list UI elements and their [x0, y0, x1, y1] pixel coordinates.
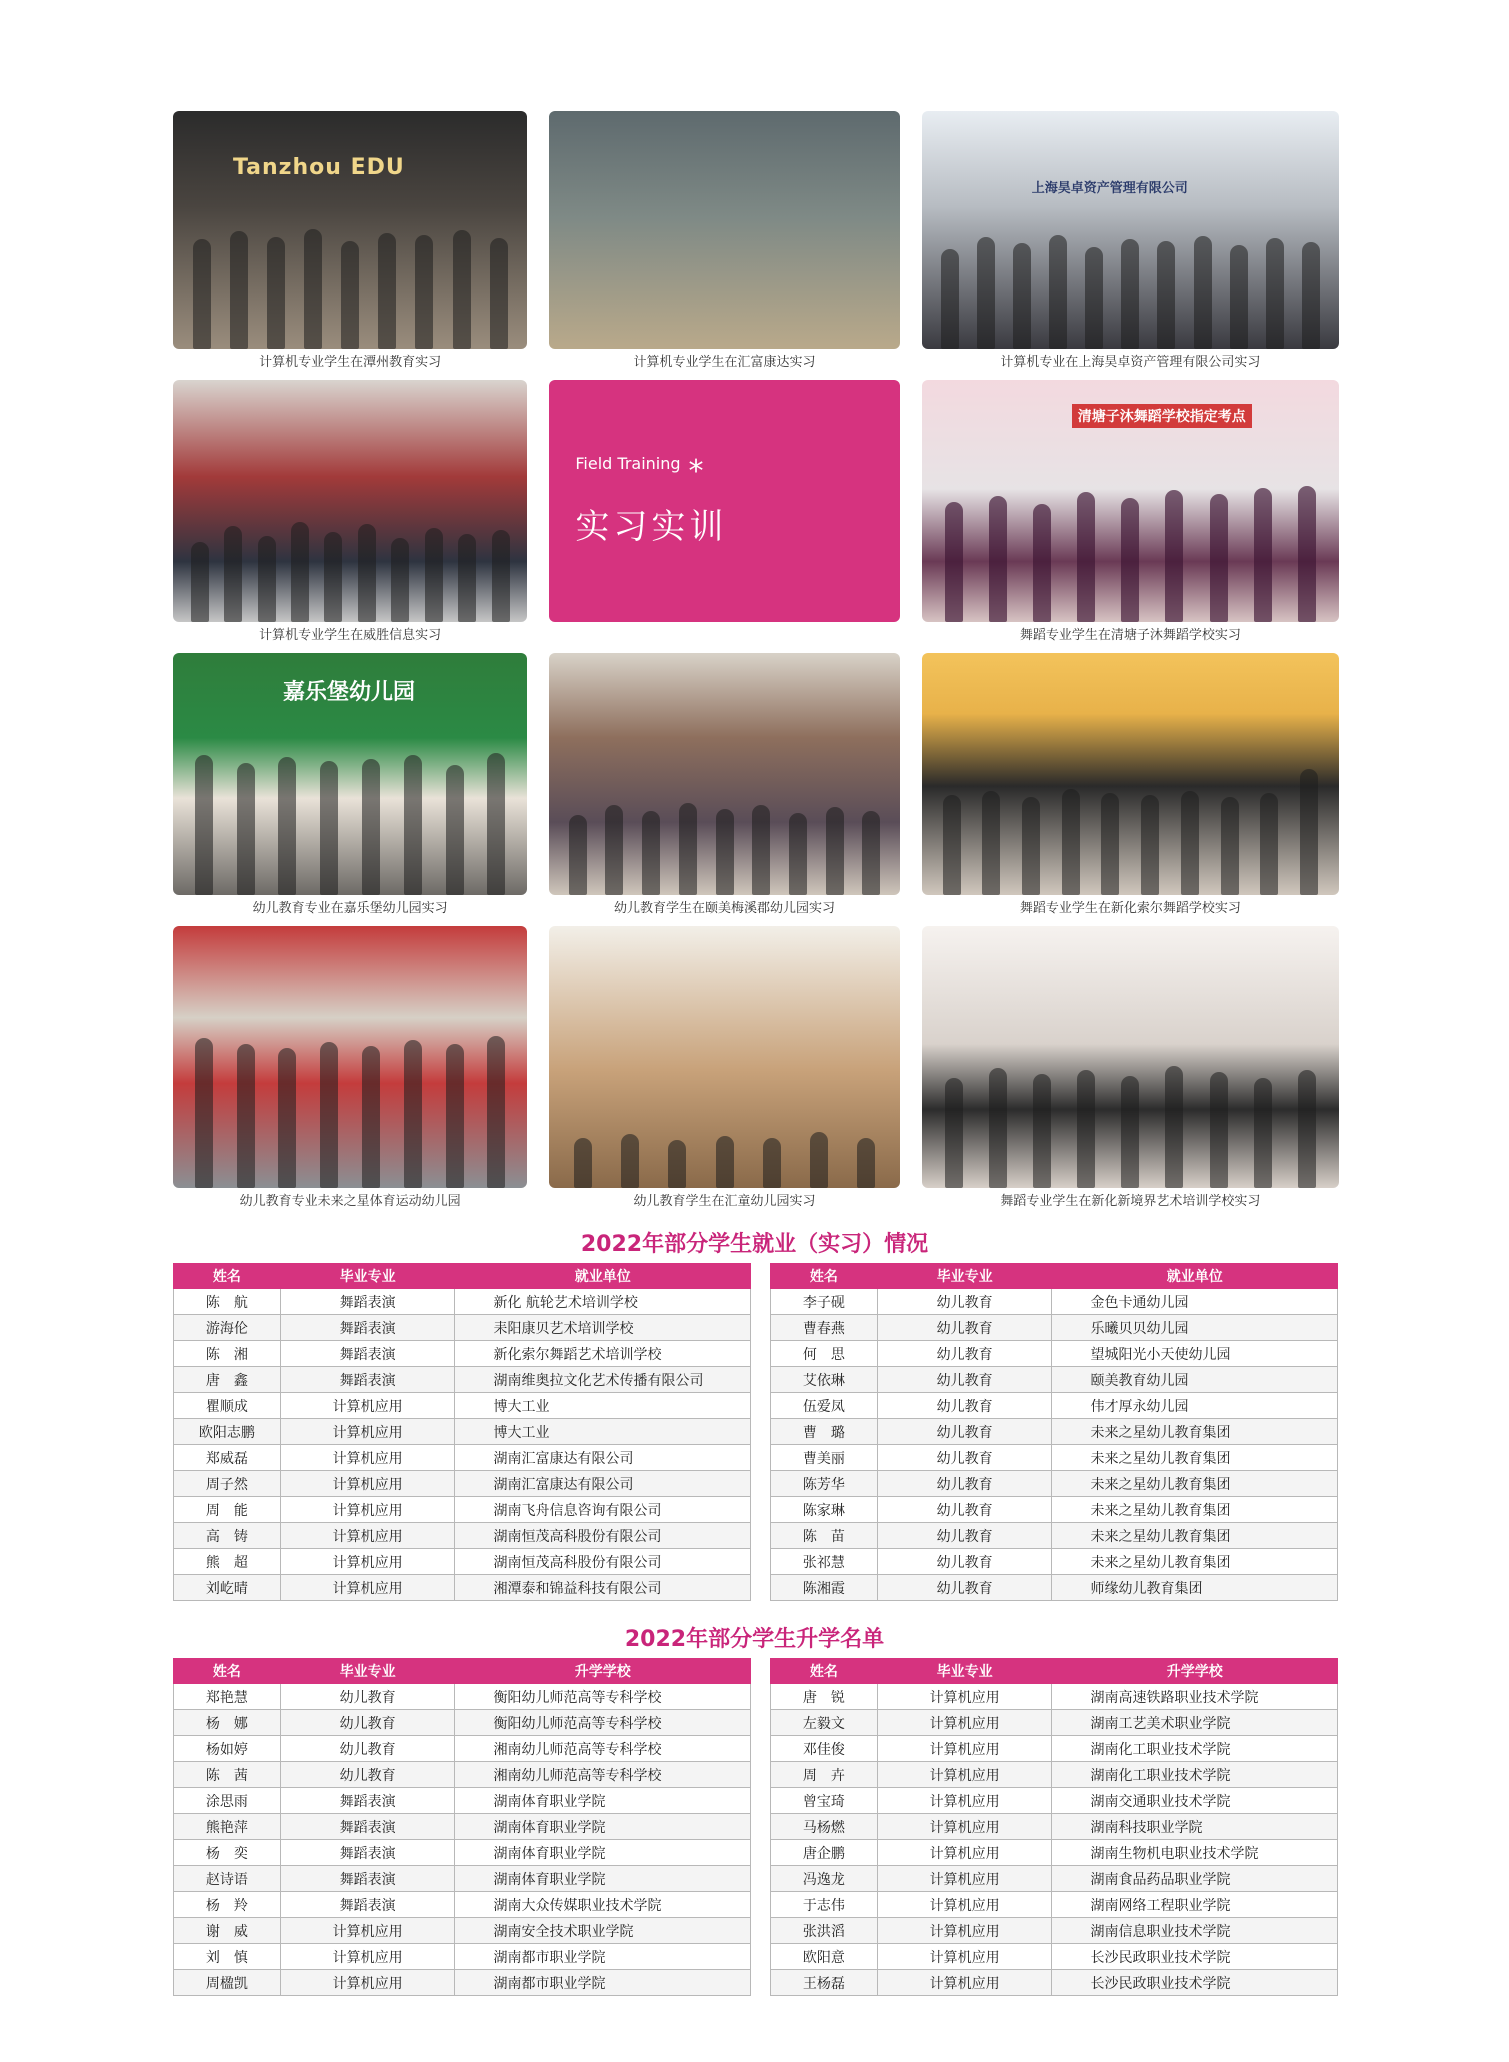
table-row [771, 1944, 1338, 1970]
cell-major: 幼儿教育 [877, 1289, 1052, 1315]
cell-major: 舞蹈表演 [280, 1289, 455, 1315]
photo-card [173, 111, 527, 372]
table-row [174, 1788, 751, 1814]
table-row [174, 1684, 751, 1710]
cell-major: 计算机应用 [280, 1944, 455, 1970]
cell-name: 邓佳俊 [771, 1736, 878, 1762]
cell-name: 欧阳意 [771, 1944, 878, 1970]
photo-row-1 [173, 111, 1339, 372]
cell-unit: 长沙民政职业技术学院 [1052, 1944, 1338, 1970]
cell-name: 曹春燕 [771, 1315, 878, 1341]
cell-name: 高 铸 [174, 1523, 281, 1549]
header-school: 升学学校 [1052, 1659, 1338, 1684]
cell-unit: 湖南体育职业学院 [455, 1788, 751, 1814]
table-row [771, 1289, 1338, 1315]
cell-name: 陈湘霞 [771, 1575, 878, 1601]
cell-major: 计算机应用 [280, 1445, 455, 1471]
table-row [771, 1367, 1338, 1393]
cell-name: 瞿顺成 [174, 1393, 281, 1419]
employment-table-right [770, 1263, 1338, 1601]
cell-major: 幼儿教育 [280, 1762, 455, 1788]
cell-name: 唐 鑫 [174, 1367, 281, 1393]
cell-unit: 湖南大众传媒职业技术学院 [455, 1892, 751, 1918]
table-row [174, 1762, 751, 1788]
cell-unit: 湘南幼儿师范高等专科学校 [455, 1736, 751, 1762]
cell-name: 刘 慎 [174, 1944, 281, 1970]
photo-row-2 [173, 380, 1339, 645]
header-name: 姓名 [771, 1264, 878, 1289]
table-row [174, 1393, 751, 1419]
cell-name: 欧阳志鹏 [174, 1419, 281, 1445]
cell-major: 舞蹈表演 [280, 1788, 455, 1814]
cell-unit: 未来之星幼儿教育集团 [1052, 1497, 1338, 1523]
cell-major: 计算机应用 [877, 1684, 1052, 1710]
cell-major: 计算机应用 [877, 1814, 1052, 1840]
cell-major: 计算机应用 [877, 1762, 1052, 1788]
cell-unit: 未来之星幼儿教育集团 [1052, 1445, 1338, 1471]
cell-unit: 湘潭泰和锦益科技有限公司 [455, 1575, 751, 1601]
cell-unit: 乐曦贝贝幼儿园 [1052, 1315, 1338, 1341]
photo-caption: 幼儿教育学生在汇童幼儿园实习 [633, 1194, 816, 1209]
cell-unit: 湘南幼儿师范高等专科学校 [455, 1762, 751, 1788]
cell-name: 周 能 [174, 1497, 281, 1523]
photo-card [922, 380, 1339, 645]
photo-grid [173, 111, 1339, 1219]
cell-major: 舞蹈表演 [280, 1367, 455, 1393]
cell-name: 陈 苗 [771, 1523, 878, 1549]
photo-card [922, 926, 1339, 1211]
cell-major: 幼儿教育 [280, 1736, 455, 1762]
photo-meixi-kindergarten [549, 653, 899, 895]
cell-name: 伍爱凤 [771, 1393, 878, 1419]
cell-major: 舞蹈表演 [280, 1315, 455, 1341]
cell-unit: 湖南科技职业学院 [1052, 1814, 1338, 1840]
cell-major: 计算机应用 [280, 1918, 455, 1944]
cell-name: 唐企鹏 [771, 1840, 878, 1866]
cell-name: 郑艳慧 [174, 1684, 281, 1710]
table-row [174, 1970, 751, 1996]
cell-major: 幼儿教育 [877, 1575, 1052, 1601]
cell-unit: 湖南体育职业学院 [455, 1814, 751, 1840]
further-study-title: 2022年部分学生升学名单 [624, 1627, 885, 1652]
table-row [771, 1497, 1338, 1523]
cell-name: 杨 奕 [174, 1840, 281, 1866]
header-employer: 就业单位 [1052, 1264, 1338, 1289]
cell-major: 舞蹈表演 [280, 1814, 455, 1840]
cell-name: 刘屹晴 [174, 1575, 281, 1601]
table-row [771, 1445, 1338, 1471]
cell-name: 曾宝琦 [771, 1788, 878, 1814]
cell-major: 计算机应用 [877, 1736, 1052, 1762]
header-school: 升学学校 [455, 1659, 751, 1684]
table-row [771, 1840, 1338, 1866]
photo-row-3 [173, 653, 1339, 918]
header-major: 毕业专业 [280, 1264, 455, 1289]
cell-major: 计算机应用 [280, 1393, 455, 1419]
header-name: 姓名 [174, 1659, 281, 1684]
cell-name: 周子然 [174, 1471, 281, 1497]
cell-major: 计算机应用 [877, 1970, 1052, 1996]
table-row [771, 1549, 1338, 1575]
cell-major: 计算机应用 [877, 1866, 1052, 1892]
photo-weisheng [173, 380, 527, 622]
cell-name: 于志伟 [771, 1892, 878, 1918]
cell-name: 张洪滔 [771, 1918, 878, 1944]
cell-name: 谢 威 [174, 1918, 281, 1944]
cell-unit: 未来之星幼儿教育集团 [1052, 1419, 1338, 1445]
cell-name: 陈 茜 [174, 1762, 281, 1788]
cell-unit: 湖南体育职业学院 [455, 1840, 751, 1866]
cell-unit: 湖南生物机电职业技术学院 [1052, 1840, 1338, 1866]
cell-unit: 湖南恒茂高科股份有限公司 [455, 1549, 751, 1575]
photo-row-4 [173, 926, 1339, 1211]
cell-unit: 耒阳康贝艺术培训学校 [455, 1315, 751, 1341]
cell-major: 计算机应用 [877, 1944, 1052, 1970]
group-figures [922, 489, 1339, 622]
header-name: 姓名 [771, 1659, 878, 1684]
employment-title: 2022年部分学生就业（实习）情况 [580, 1232, 929, 1257]
photo-caption: 计算机专业学生在潭州教育实习 [259, 355, 442, 370]
cell-major: 幼儿教育 [280, 1684, 455, 1710]
cell-major: 计算机应用 [877, 1710, 1052, 1736]
photo-card [549, 380, 899, 645]
cell-major: 计算机应用 [280, 1970, 455, 1996]
table-row [771, 1315, 1338, 1341]
cell-name: 李子砚 [771, 1289, 878, 1315]
employment-table-left [173, 1263, 751, 1601]
cell-unit: 湖南都市职业学院 [455, 1970, 751, 1996]
cell-unit: 望城阳光小天使幼儿园 [1052, 1341, 1338, 1367]
table-row [174, 1710, 751, 1736]
table-row [174, 1445, 751, 1471]
photo-card [922, 111, 1339, 372]
cell-name: 曹 璐 [771, 1419, 878, 1445]
cell-name: 张祁慧 [771, 1549, 878, 1575]
table-row [771, 1736, 1338, 1762]
group-figures [549, 762, 899, 895]
cell-unit: 湖南飞舟信息咨询有限公司 [455, 1497, 751, 1523]
cell-unit: 湖南交通职业技术学院 [1052, 1788, 1338, 1814]
cell-major: 幼儿教育 [877, 1419, 1052, 1445]
cell-major: 幼儿教育 [877, 1497, 1052, 1523]
cell-major: 幼儿教育 [877, 1549, 1052, 1575]
cell-major: 幼儿教育 [877, 1393, 1052, 1419]
photo-caption: 计算机专业学生在威胜信息实习 [259, 628, 442, 643]
cell-unit: 未来之星幼儿教育集团 [1052, 1471, 1338, 1497]
table-row [771, 1866, 1338, 1892]
photo-card [549, 653, 899, 918]
cell-unit: 湖南信息职业技术学院 [1052, 1918, 1338, 1944]
table-row [174, 1289, 751, 1315]
photo-caption: 舞蹈专业学生在清塘子沐舞蹈学校实习 [1019, 628, 1241, 643]
cell-name: 唐 锐 [771, 1684, 878, 1710]
cell-name: 艾依琳 [771, 1367, 878, 1393]
header-major: 毕业专业 [877, 1264, 1052, 1289]
table-row [771, 1393, 1338, 1419]
photo-future-star [173, 926, 527, 1188]
cell-unit: 湖南体育职业学院 [455, 1866, 751, 1892]
table-row [174, 1523, 751, 1549]
cell-name: 熊艳萍 [174, 1814, 281, 1840]
cell-unit: 伟才厚永幼儿园 [1052, 1393, 1338, 1419]
cell-unit: 湖南汇富康达有限公司 [455, 1445, 751, 1471]
photo-caption: 计算机专业在上海昊卓资产管理有限公司实习 [1000, 355, 1261, 370]
star-icon: * [688, 454, 704, 489]
cell-major: 幼儿教育 [877, 1471, 1052, 1497]
training-title-zh: 实习实训 [575, 507, 728, 547]
table-row [174, 1944, 751, 1970]
cell-name: 杨 羚 [174, 1892, 281, 1918]
further-study-table-right [770, 1658, 1338, 1996]
cell-unit: 未来之星幼儿教育集团 [1052, 1549, 1338, 1575]
table-row [174, 1814, 751, 1840]
further-study-table-left [173, 1658, 751, 1996]
table-row [771, 1762, 1338, 1788]
cell-major: 幼儿教育 [877, 1341, 1052, 1367]
table-row [771, 1970, 1338, 1996]
table-row [174, 1471, 751, 1497]
cell-name: 马杨燃 [771, 1814, 878, 1840]
cell-major: 计算机应用 [877, 1892, 1052, 1918]
cell-major: 舞蹈表演 [280, 1840, 455, 1866]
cell-major: 计算机应用 [877, 1840, 1052, 1866]
cell-unit: 新化 航轮艺术培训学校 [455, 1289, 751, 1315]
group-figures [173, 1044, 527, 1188]
table-row [771, 1918, 1338, 1944]
header-major: 毕业专业 [877, 1659, 1052, 1684]
cell-major: 计算机应用 [280, 1575, 455, 1601]
cell-name: 左毅文 [771, 1710, 878, 1736]
photo-card [549, 926, 899, 1211]
cell-name: 周楹凯 [174, 1970, 281, 1996]
cell-name: 陈芳华 [771, 1471, 878, 1497]
cell-name: 陈 航 [174, 1289, 281, 1315]
cell-unit: 长沙民政职业技术学院 [1052, 1970, 1338, 1996]
photo-card [549, 111, 899, 372]
photo-caption: 幼儿教育专业在嘉乐堡幼儿园实习 [252, 901, 448, 916]
cell-name: 熊 超 [174, 1549, 281, 1575]
cell-major: 计算机应用 [280, 1419, 455, 1445]
group-figures [173, 489, 527, 622]
cell-major: 计算机应用 [280, 1523, 455, 1549]
cell-major: 幼儿教育 [877, 1523, 1052, 1549]
cell-unit: 新化索尔舞蹈艺术培训学校 [455, 1341, 751, 1367]
cell-name: 游海伦 [174, 1315, 281, 1341]
cell-unit: 湖南化工职业技术学院 [1052, 1762, 1338, 1788]
group-figures [173, 218, 527, 349]
cell-unit: 湖南工艺美术职业学院 [1052, 1710, 1338, 1736]
cell-major: 计算机应用 [280, 1471, 455, 1497]
table-row [174, 1341, 751, 1367]
cell-name: 杨 娜 [174, 1710, 281, 1736]
photo-caption: 舞蹈专业学生在新化索尔舞蹈学校实习 [1019, 901, 1241, 916]
cell-name: 曹美丽 [771, 1445, 878, 1471]
cell-unit: 湖南维奥拉文化艺术传播有限公司 [455, 1367, 751, 1393]
cell-unit: 师缘幼儿教育集团 [1052, 1575, 1338, 1601]
sign-text: Tanzhou EDU [233, 155, 405, 180]
group-figures [922, 1044, 1339, 1188]
field-training-panel [549, 380, 899, 622]
table-row [771, 1814, 1338, 1840]
table-row [771, 1892, 1338, 1918]
table-row [771, 1710, 1338, 1736]
photo-new-realm-dance [922, 926, 1339, 1188]
cell-major: 舞蹈表演 [280, 1866, 455, 1892]
photo-caption: 舞蹈专业学生在新化新境界艺术培训学校实习 [1000, 1194, 1261, 1209]
cell-unit: 湖南都市职业学院 [455, 1944, 751, 1970]
table-row [771, 1788, 1338, 1814]
cell-major: 舞蹈表演 [280, 1892, 455, 1918]
table-row [174, 1840, 751, 1866]
group-figures [922, 762, 1339, 895]
photo-card [173, 653, 527, 918]
cell-name: 陈 湘 [174, 1341, 281, 1367]
table-row [771, 1684, 1338, 1710]
table-row [174, 1367, 751, 1393]
cell-name: 涂思雨 [174, 1788, 281, 1814]
banner-text: 清塘子沐舞蹈学校指定考点 [1072, 404, 1252, 428]
photo-caption: 幼儿教育专业未来之星体育运动幼儿园 [239, 1194, 461, 1209]
cell-major: 计算机应用 [877, 1918, 1052, 1944]
cell-name: 赵诗语 [174, 1866, 281, 1892]
header-name: 姓名 [174, 1264, 281, 1289]
photo-caption: 计算机专业学生在汇富康达实习 [633, 355, 816, 370]
table-row [174, 1736, 751, 1762]
cell-unit: 未来之星幼儿教育集团 [1052, 1523, 1338, 1549]
cell-major: 幼儿教育 [877, 1315, 1052, 1341]
cell-unit: 湖南汇富康达有限公司 [455, 1471, 751, 1497]
table-row [771, 1341, 1338, 1367]
table-row [174, 1497, 751, 1523]
table-row [771, 1419, 1338, 1445]
cell-unit: 湖南恒茂高科股份有限公司 [455, 1523, 751, 1549]
cell-name: 陈家琳 [771, 1497, 878, 1523]
table-row [771, 1523, 1338, 1549]
cell-name: 冯逸龙 [771, 1866, 878, 1892]
table-row [174, 1866, 751, 1892]
group-figures [922, 218, 1339, 349]
photo-caption: 幼儿教育学生在颐美梅溪郡幼儿园实习 [614, 901, 836, 916]
header-employer: 就业单位 [455, 1264, 751, 1289]
table-row [174, 1575, 751, 1601]
photo-dance-school [922, 380, 1339, 622]
cell-name: 周 卉 [771, 1762, 878, 1788]
cell-unit: 湖南安全技术职业学院 [455, 1918, 751, 1944]
cell-major: 幼儿教育 [877, 1445, 1052, 1471]
cell-unit: 博大工业 [455, 1419, 751, 1445]
cell-unit: 衡阳幼儿师范高等专科学校 [455, 1710, 751, 1736]
table-row [174, 1419, 751, 1445]
cell-unit: 湖南食品药品职业学院 [1052, 1866, 1338, 1892]
table-row [771, 1575, 1338, 1601]
cell-unit: 博大工业 [455, 1393, 751, 1419]
photo-suoer-dance [922, 653, 1339, 895]
cell-unit: 金色卡通幼儿园 [1052, 1289, 1338, 1315]
cell-unit: 湖南化工职业技术学院 [1052, 1736, 1338, 1762]
cell-unit: 湖南高速铁路职业技术学院 [1052, 1684, 1338, 1710]
cell-major: 幼儿教育 [877, 1367, 1052, 1393]
cell-name: 王杨磊 [771, 1970, 878, 1996]
group-figures [549, 1044, 899, 1188]
photo-tanzhou-edu [173, 111, 527, 349]
photo-card [173, 380, 527, 645]
training-title-en: Field Training * [575, 454, 704, 489]
cell-name: 郑威磊 [174, 1445, 281, 1471]
cell-name: 杨如婷 [174, 1736, 281, 1762]
photo-jialebao [173, 653, 527, 895]
photo-card [922, 653, 1339, 918]
header-major: 毕业专业 [280, 1659, 455, 1684]
table-row [174, 1892, 751, 1918]
sign-text: 上海昊卓资产管理有限公司 [1031, 181, 1188, 196]
cell-unit: 颐美教育幼儿园 [1052, 1367, 1338, 1393]
cell-unit: 衡阳幼儿师范高等专科学校 [455, 1684, 751, 1710]
cell-major: 幼儿教育 [280, 1710, 455, 1736]
cell-major: 计算机应用 [280, 1549, 455, 1575]
table-row [771, 1471, 1338, 1497]
cell-major: 计算机应用 [877, 1788, 1052, 1814]
photo-huitong-classroom [549, 926, 899, 1188]
sign-text: 嘉乐堡幼儿园 [283, 680, 416, 705]
cell-major: 舞蹈表演 [280, 1341, 455, 1367]
table-row [174, 1315, 751, 1341]
cell-name: 何 思 [771, 1341, 878, 1367]
cell-major: 计算机应用 [280, 1497, 455, 1523]
table-row [174, 1549, 751, 1575]
group-figures [173, 762, 527, 895]
cell-unit: 湖南网络工程职业学院 [1052, 1892, 1338, 1918]
photo-office [549, 111, 899, 349]
photo-shanghai-company [922, 111, 1339, 349]
table-row [174, 1918, 751, 1944]
photo-card [173, 926, 527, 1211]
